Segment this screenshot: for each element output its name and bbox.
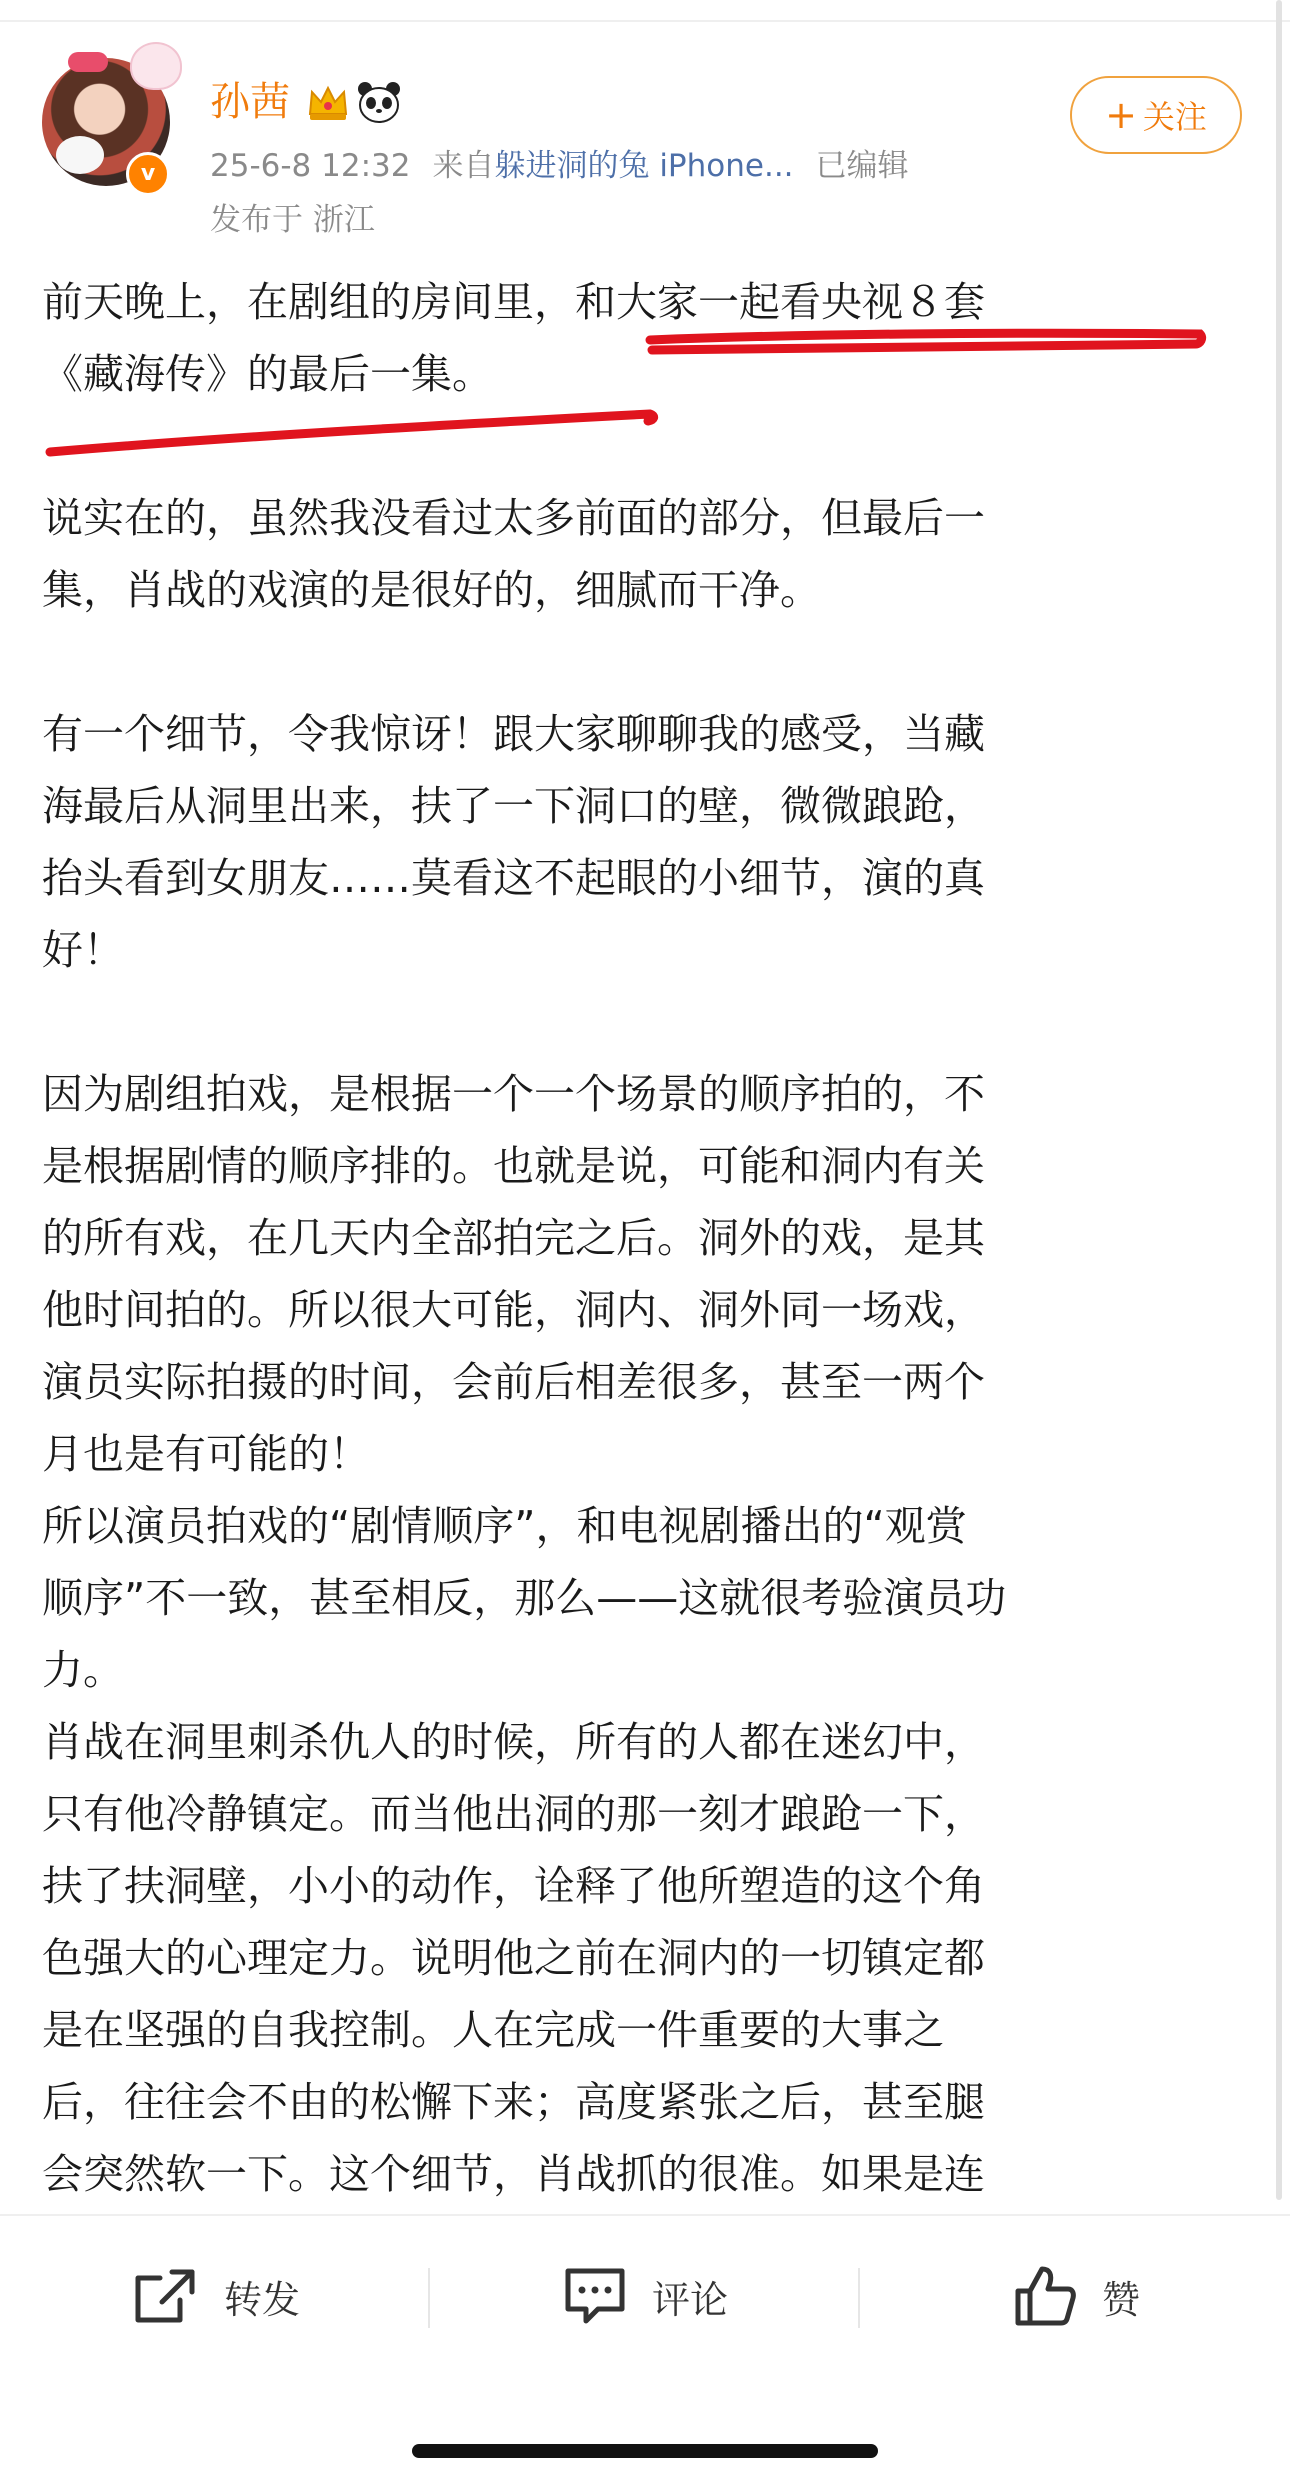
text-line: 好！ [42, 926, 124, 974]
source-link[interactable]: 躲进洞的兔 iPhone... [494, 148, 794, 184]
text-line: 所以演员拍戏的“剧情顺序”，和电视剧播出的“观赏 [42, 1502, 967, 1550]
avatar-dog [56, 136, 104, 174]
panda-icon [356, 80, 402, 124]
text-line: 力。 [42, 1646, 124, 1694]
text-line: 肖战在洞里刺杀仇人的时候，所有的人都在迷幻中， [42, 1718, 985, 1766]
scrollbar[interactable] [1276, 0, 1282, 2200]
text-line: 说实在的，虽然我没看过太多前面的部分，但最后一 [42, 494, 985, 542]
avatar-bow-decoration [68, 52, 108, 72]
text-line: 演员实际拍摄的时间，会前后相差很多，甚至一两个 [42, 1358, 985, 1406]
avatar-bunny-sticker [130, 42, 182, 90]
text-line: 后，往往会不由的松懈下来；高度紧张之后，甚至腿 [42, 2078, 985, 2126]
action-bar [0, 2214, 1290, 2386]
share-icon [132, 2266, 200, 2326]
follow-label: 关注 [1142, 98, 1207, 136]
text-line: 《藏海传》的最后一集。 [42, 350, 493, 398]
edited-label[interactable]: 已编辑 [815, 148, 909, 184]
comment-icon [562, 2265, 628, 2327]
like-button[interactable] [1012, 2256, 1140, 2336]
text-line: 前天晚上，在剧组的房间里，和大家一起看央视８套 [42, 278, 985, 326]
text-line: 他时间拍的。所以很大可能，洞内、洞外同一场戏， [42, 1286, 985, 1334]
text-line: 的所有戏，在几天内全部拍完之后。洞外的戏，是其 [42, 1214, 985, 1262]
home-indicator[interactable] [412, 2444, 878, 2458]
repost-button[interactable] [132, 2256, 300, 2336]
text-line: 有一个细节，令我惊讶！跟大家聊聊我的感受，当藏 [42, 710, 985, 758]
text-line: 集，肖战的戏演的是很好的，细腻而干净。 [42, 566, 821, 614]
thumbs-up-icon [1012, 2263, 1078, 2329]
source-prefix: 来自 [432, 148, 495, 184]
text-line: 色强大的心理定力。说明他之前在洞内的一切镇定都 [42, 1934, 985, 1982]
action-separator [858, 2268, 860, 2328]
plus-icon: + [1105, 93, 1137, 137]
follow-button[interactable] [1070, 76, 1242, 154]
post-time: 25-6-8 12:32 [210, 148, 411, 184]
text-line: 顺序”不一致，甚至相反，那么——这就很考验演员功 [42, 1574, 1007, 1622]
text-line: 是根据剧情的顺序排的。也就是说，可能和洞内有关 [42, 1142, 985, 1190]
text-line: 扶了扶洞壁，小小的动作，诠释了他所塑造的这个角 [42, 1862, 985, 1910]
post-location: 发布于 浙江 [210, 202, 375, 238]
action-separator [428, 2268, 430, 2328]
text-line: 是在坚强的自我控制。人在完成一件重要的大事之 [42, 2006, 944, 2054]
comment-label: 评论 [652, 2277, 729, 2322]
like-label: 赞 [1102, 2277, 1141, 2322]
text-line: 海最后从洞里出来，扶了一下洞口的壁，微微踉跄， [42, 782, 985, 830]
text-line: 会突然软一下。这个细节，肖战抓的很准。如果是连 [42, 2150, 985, 2198]
comment-button[interactable] [562, 2256, 728, 2336]
text-line: 只有他冷静镇定。而当他出洞的那一刻才踉跄一下， [42, 1790, 985, 1838]
username[interactable]: 孙茜 [210, 79, 290, 125]
crown-icon [306, 82, 350, 122]
repost-label: 转发 [224, 2277, 301, 2322]
text-line: 月也是有可能的！ [42, 1430, 370, 1478]
text-line: 抬头看到女朋友……莫看这不起眼的小细节，演的真 [42, 854, 985, 902]
verified-badge-icon: v [126, 152, 170, 196]
post-meta [210, 144, 909, 188]
text-line: 因为剧组拍戏，是根据一个一个场景的顺序拍的，不 [42, 1070, 985, 1118]
post-content [42, 266, 1252, 2210]
top-divider [0, 20, 1290, 22]
